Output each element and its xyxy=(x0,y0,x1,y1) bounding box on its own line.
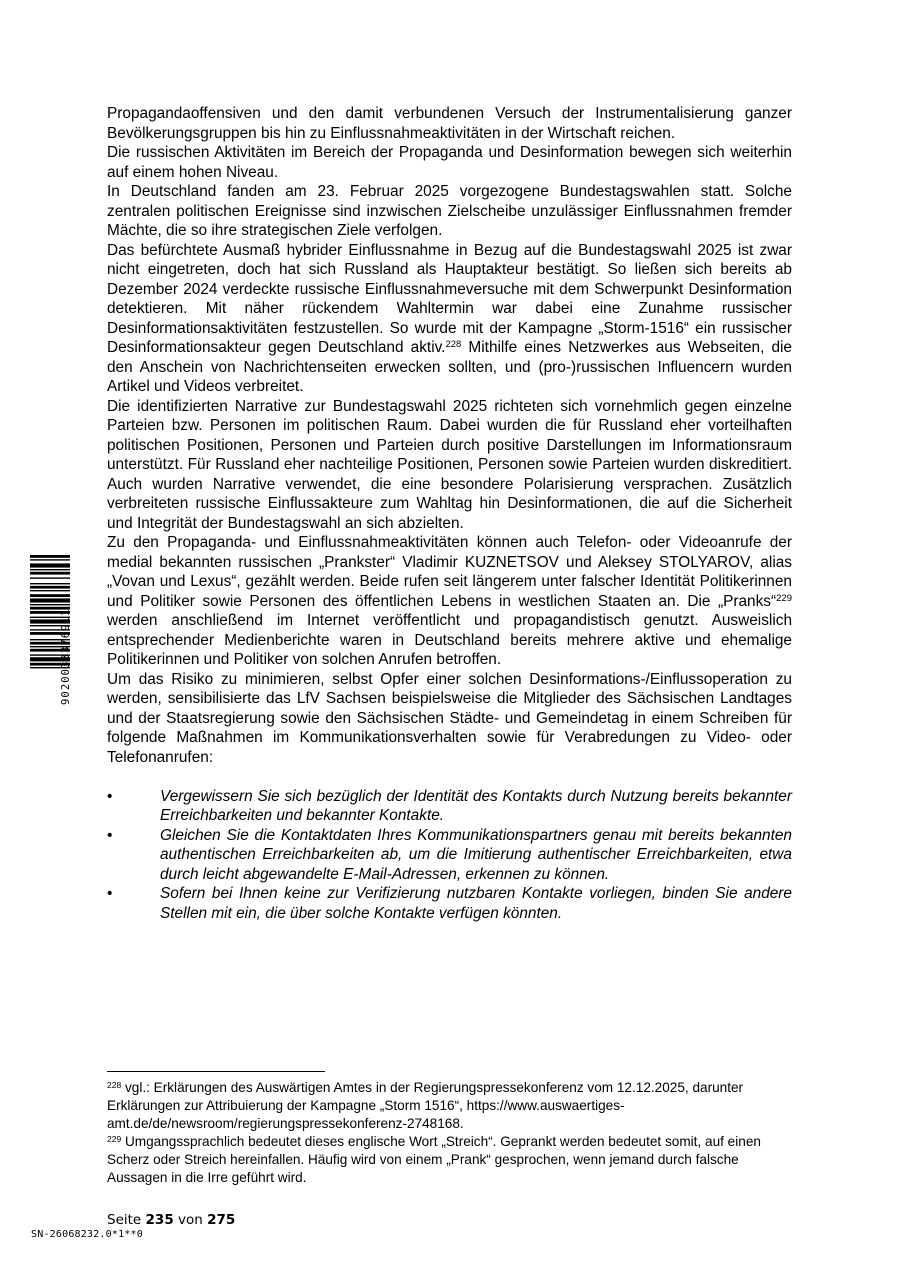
footnote-number: 228 xyxy=(107,1080,122,1090)
barcode-bar xyxy=(30,563,70,567)
footnotes xyxy=(107,1079,797,1187)
paragraph-4-text-b: Mithilfe eines Netzwerkes aus Webseiten, die den Anschein von Nachrichtenseiten erwecken sollten, und (pro-)russischen Influencern wurden Artikel und Videos verbreitet. xyxy=(107,339,792,395)
main-content xyxy=(107,104,792,923)
barcode-bar xyxy=(30,569,70,570)
bullet-symbol: • xyxy=(107,885,113,902)
barcode-bar xyxy=(30,577,70,578)
list-item-text: Gleichen Sie die Kontaktdaten Ihres Kommunikationspartners genau mit bereits bekannten authentischen Erreichbarkeiten ab, um die Imitierung authentischer Erreichbarkeiten, etwa durch leicht abgewandelte E-Mail-Adressen, erkennen zu können. xyxy=(160,826,792,883)
paragraph-6 xyxy=(107,533,792,670)
barcode-bar xyxy=(30,590,70,591)
page-total: 275 xyxy=(207,1212,236,1228)
page-middle: von xyxy=(173,1212,208,1228)
bullet-list xyxy=(107,787,792,924)
paragraph-6-text-a: Zu den Propaganda- und Einflussnahmeaktivitäten können auch Telefon- oder Videoanrufe der medial bekannten russischen „Prankster“ Vladimir KUZNETSOV und Aleksey STOLYAROV, alias „Vovan und Lexus“, gezählt werden. Beide rufen seit längerem unter falscher Identität Politikerinnen und Politiker sowie Personen des öffentlichen Lebens in westlichen Staaten an. Die „Pranks“ xyxy=(107,534,792,610)
footnote-ref-229: 229 xyxy=(776,592,792,604)
paragraph-1: Propagandaoffensiven und den damit verbundenen Versuch der Instrumentalisierung ganzer Bevölkerungsgruppen bis hin zu Einflussnahmeaktivitäten in der Wirtschaft reichen. xyxy=(107,105,792,142)
barcode-bar xyxy=(30,604,70,605)
footnote-ref-228: 228 xyxy=(445,339,462,350)
footnote-229 xyxy=(107,1133,797,1187)
bullet-symbol: • xyxy=(107,826,113,844)
document-id: SN-26068232.0*1**0 xyxy=(31,1229,143,1240)
footnote-text: vgl.: Erklärungen des Auswärtigen Amtes in der Regierungspressekonferenz vom 12.12.2025, darunter Erklärungen zur Attribuierung der Kampagne „Storm 1516“, https://www.auswaertiges-amt.de/de/newsroom/regierungspressekonferenz-2748168. xyxy=(107,1080,744,1131)
footnote-228 xyxy=(107,1079,797,1133)
barcode-bar xyxy=(30,598,70,602)
list-item-text: Vergewissern Sie sich bezüglich der Identität des Kontakts durch Nutzung bereits bekannter Erreichbarkeiten und bekannter Kontakte. xyxy=(160,787,792,824)
paragraph-6-text-b: werden anschließend im Internet veröffentlicht und propagandistisch genutzt. Ausweislich entsprechender Medienberichte waren in Deutschland bereits mehrere aktive und ehemalige Politikerinnen und Politiker von solchen Anrufen betroffen. xyxy=(107,612,792,668)
barcode-bar xyxy=(30,586,70,589)
list-item xyxy=(107,787,792,826)
page-current: 235 xyxy=(145,1212,174,1228)
paragraph-2: Die russischen Aktivitäten im Bereich der Propaganda und Desinformation bewegen sich weiterhin auf einem hohen Niveau. xyxy=(107,144,792,181)
footnote-text: Umgangssprachlich bedeutet dieses englische Wort „Streich“. Geprankt werden bedeutet somit, auf einen Scherz oder Streich hereinfallen. Häufig wird von einem „Prank“ gesprochen, wenn jemand durch falsche Aussagen in die Irre geführt wird. xyxy=(107,1134,761,1185)
paragraph-5: Die identifizierten Narrative zur Bundestagswahl 2025 richteten sich vornehmlich gegen einzelne Parteien bzw. Personen im politischen Raum. Dabei wurden die für Russland eher vorteilhaften politischen Positionen, Personen und Parteien durch positive Darstellungen im Informationsraum unterstützt. Für Russland eher nachteilige Positionen, Personen sowie Parteien wurden diskreditiert. Auch wurden Narrative verwendet, die eine besondere Polarisierung versprachen. Zusätzlich verbreiteten russische Einflussakteure zum Wahltag hin Desinformationen, die auf die Sicherheit und Integrität der Bundestagswahl an sich abzielten. xyxy=(107,397,792,532)
list-item xyxy=(107,884,792,923)
barcode-bar xyxy=(30,555,70,558)
paragraph-4 xyxy=(107,241,792,397)
bullet-symbol: • xyxy=(107,787,113,805)
list-item-text: Sofern bei Ihnen keine zur Verifizierung nutzbaren Kontakte vorliegen, binden Sie andere Stellen mit ein, die über solche Kontakte verfügen könnten. xyxy=(160,885,792,922)
barcode-bar xyxy=(30,572,70,575)
page-number xyxy=(107,1212,235,1228)
barcode-bar xyxy=(30,559,70,560)
barcode-digits: 9020033376911 xyxy=(60,608,72,705)
barcode-bar xyxy=(30,594,70,597)
list-item xyxy=(107,826,792,885)
page-prefix: Seite xyxy=(107,1212,146,1228)
barcode-bar xyxy=(30,583,70,584)
footnote-number: 229 xyxy=(107,1134,122,1144)
paragraph-4-text-a: Das befürchtete Ausmaß hybrider Einflussnahme in Bezug auf die Bundestagswahl 2025 ist zwar nicht eingetreten, doch hat sich Russland als Hauptakteur bestätigt. So ließen sich bereits ab Dezember 2024 verdeckte russische Einflussnahmeversuche mit dem Schwerpunkt Desinformation detektieren. Mit näher rückendem Wahltermin war dabei eine Zunahme russischer Desinformationsaktivitäten festzustellen. So wurde mit der Kampagne „Storm-1516“ ein russischer Desinformationsakteur gegen Deutschland aktiv. xyxy=(107,241,792,356)
paragraph-7: Um das Risiko zu minimieren, selbst Opfer einer solchen Desinformations-/Einflussoperation zu werden, sensibilisierte das LfV Sachsen beispielsweise die Mitglieder des Sächsischen Landtages und der Staatsregierung sowie den Sächsischen Städte- und Gemeindetag in einem Schreiben für folgende Maßnahmen im Kommunikationsverhalten sowie für Verabredungen zu Video- oder Telefonanrufen: xyxy=(107,670,792,766)
footnote-divider xyxy=(107,1071,325,1072)
paragraph-3: In Deutschland fanden am 23. Februar 2025 vorgezogene Bundestagswahlen statt. Solche zentralen politischen Ereignisse sind inzwischen Zielscheibe unzulässiger Einflussnahmen fremder Mächte, die so ihre strategischen Ziele verfolgen. xyxy=(107,183,792,239)
